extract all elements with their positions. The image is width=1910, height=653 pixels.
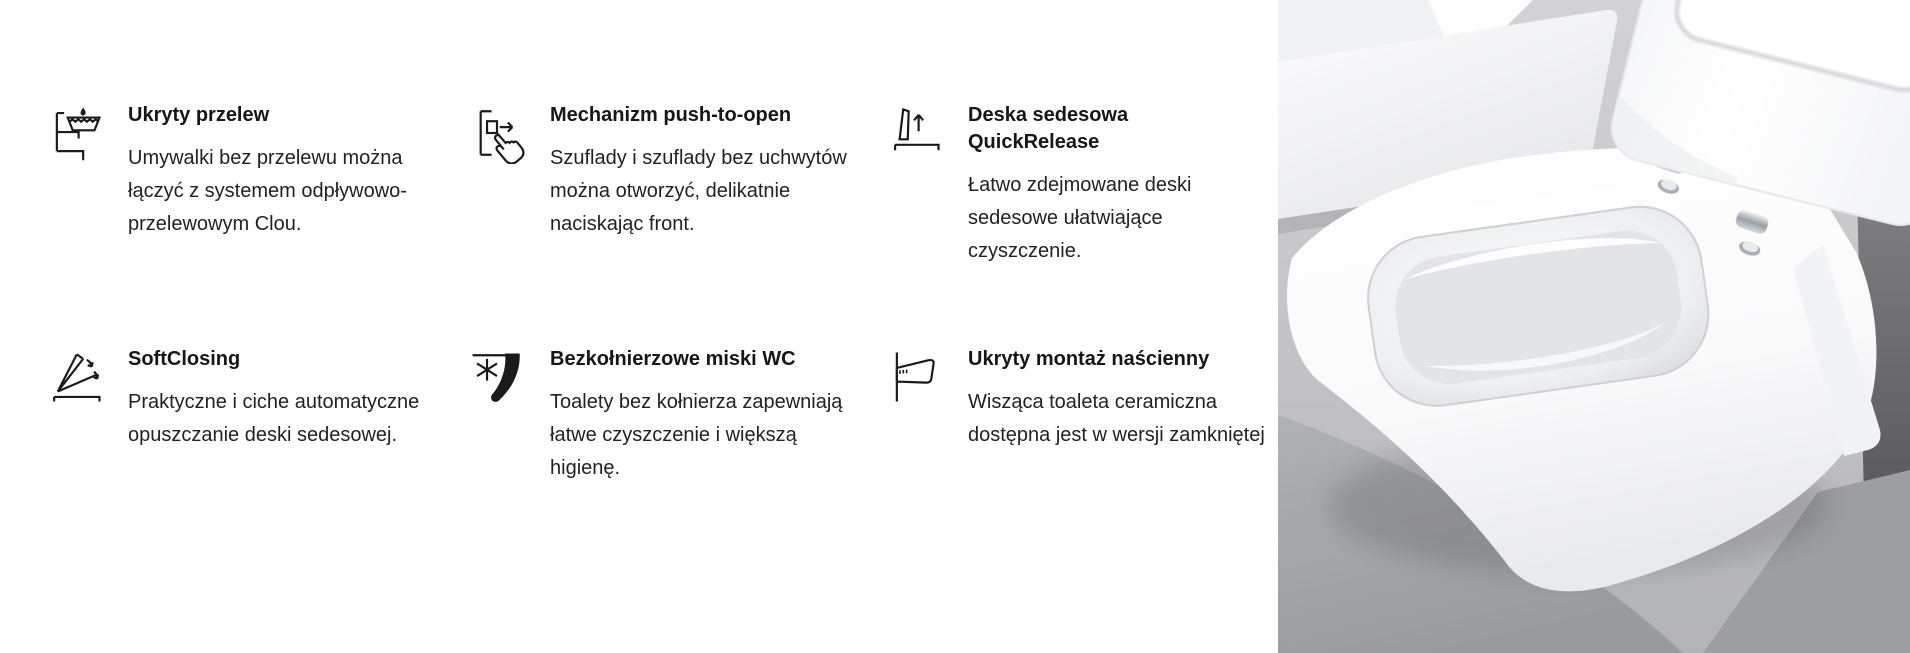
product-photo-wall-hung-toilet [1278,0,1910,653]
feature-title: Deska sedesowa QuickRelease [968,104,1129,153]
feature-hidden-overflow [46,100,440,241]
hidden-wall-mount-icon [886,346,944,408]
feature-soft-closing [46,344,423,452]
feature-description: Umywalki bez przelewu można łączyć z systemem odpływowo-przelewowym Clou. [128,147,407,235]
feature-rimless-wc [468,344,868,485]
feature-description: Wisząca toaleta ceramiczna dostępna jest w wersji zamkniętej [968,391,1265,446]
soft-closing-icon [46,346,104,408]
feature-title: Ukryty przelew [128,104,270,126]
feature-quick-release-seat [886,100,1230,268]
push-to-open-icon [468,102,526,164]
feature-title: Bezkołnierzowe miski WC [550,348,796,370]
feature-push-to-open [468,100,855,241]
feature-title: Mechanizm push-to-open [550,104,792,126]
feature-description: Łatwo zdejmowane deski sedesowe ułatwiające czyszczenie. [968,174,1192,262]
feature-hidden-wall-mount [886,344,1268,452]
hidden-overflow-icon [46,102,104,164]
quick-release-seat-icon [886,102,944,164]
feature-description: Praktyczne i ciche automatyczne opuszczanie deski sedesowej. [128,391,420,446]
feature-title: Ukryty montaż naścienny [968,348,1210,370]
feature-description: Szuflady i szuflady bez uchwytów można otworzyć, delikatnie naciskając front. [550,147,847,235]
feature-title: SoftClosing [128,348,241,370]
feature-description: Toalety bez kołnierza zapewniają łatwe czyszczenie i większą higienę. [550,391,843,479]
rimless-wc-icon [468,346,526,408]
